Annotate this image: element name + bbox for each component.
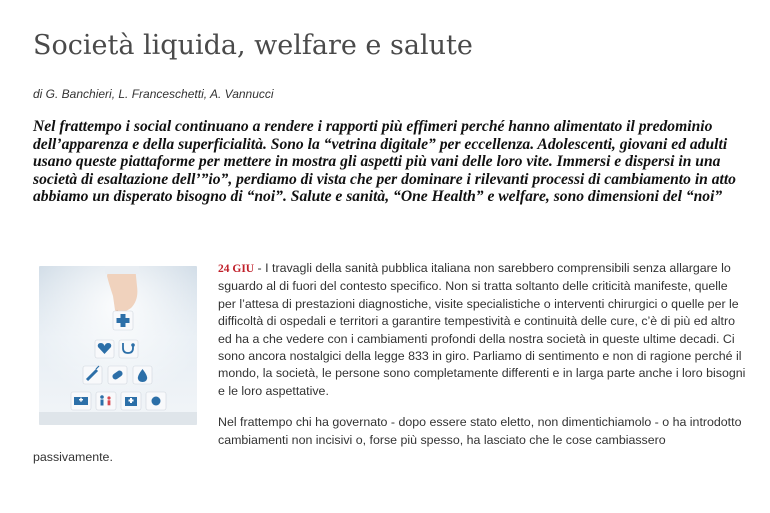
hospital-icon: [121, 392, 141, 410]
date-separator: -: [254, 261, 266, 275]
family-icon: [96, 392, 116, 410]
paragraph-2: Nel frattempo chi ha governato - dopo essere stato eletto, non dimentichiamolo - o ha introdotto cambiamenti non incisivi o, forse più spesso, ha lasciato che le cose cambiassero passivamente.: [33, 415, 742, 465]
article-title[interactable]: Società liquida, welfare e salute: [33, 30, 473, 61]
stethoscope-icon: [119, 340, 138, 358]
drop-icon: [133, 366, 152, 384]
paragraph-1-text: I travagli della sanità pubblica italiana non sarebbero comprensibili senza allargare lo sguardo al di fuori del contesto specifico. Non si tratta soltanto delle criticità manifeste, quelle per l’attesa di prestazioni diagnostiche, visite specialistiche o interventi chirurgici o quelle per le difficoltà di ospedali e territori a garantire tempestività e continuità delle cure, c’è di più ed altro ed ha a che vedere con i cambiamenti profondi della nostra società in queste ultime decadi. Ci sono ancora nostalgici della legge 833 in giro. Parliamo di sentimento e non di ragione perché il mondo, la società, le persone sono completamente differenti e in larga parte anche i loro bisogni e le loro aspettative.: [218, 261, 746, 398]
pill-icon: [108, 366, 127, 384]
syringe-icon: [83, 366, 102, 384]
ambulance-icon: [71, 392, 91, 410]
heart-icon: [95, 340, 114, 358]
article-body: [33, 260, 747, 466]
article-thumbnail[interactable]: [39, 266, 197, 425]
plus-icon: [113, 311, 133, 330]
article-authors: di G. Banchieri, L. Franceschetti, A. Vannucci: [33, 87, 274, 101]
article-lead: Nel frattempo i social continuano a rendere i rapporti più effimeri perché hanno alimentato il predominio dell’apparenza e della superficialità. Sono la “vetrina digitale” per eccellenza. Adolescenti, giovani ed adulti usano queste piattaforme per mettere in mostra gli aspetti più vani delle loro vite. Immersi e dispersi in una società di esaltazione dell’”io”, perdiamo di vista che per dominare i rilevanti processi di cambiamento in atto abbiamo un disperato bisogno di “noi”. Salute e sanità, “One Health” e welfare, sono dimensioni del “noi”: [33, 118, 736, 206]
medical-block-icon: [146, 392, 166, 410]
healthcare-blocks-image: [39, 266, 197, 425]
article-date: 24 GIU: [218, 263, 255, 275]
